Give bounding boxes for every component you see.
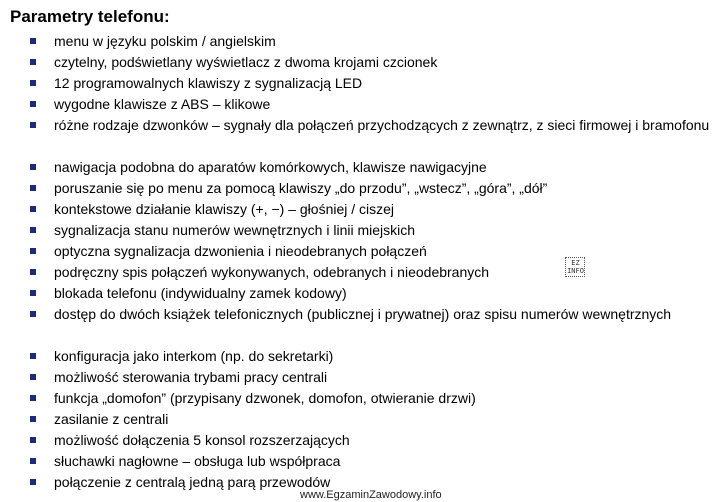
list-item-text: słuchawki nagłowne – obsługa lub współpraca bbox=[54, 453, 341, 469]
square-bullet-icon bbox=[30, 248, 36, 254]
square-bullet-icon bbox=[30, 395, 36, 401]
list-item bbox=[30, 304, 716, 346]
page-title: Parametry telefonu: bbox=[10, 7, 170, 26]
list-item-text: czytelny, podświetlany wyświetlacz z dwoma krojami czcionek bbox=[54, 54, 438, 70]
square-bullet-icon bbox=[30, 458, 36, 464]
square-bullet-icon bbox=[30, 185, 36, 191]
square-bullet-icon bbox=[30, 479, 36, 485]
list-item-text: 12 programowalnych klawiszy z sygnalizacją LED bbox=[54, 75, 363, 91]
list-item-text: połączenie z centralą jedną parą przewodów bbox=[54, 474, 331, 490]
logo-text-bottom: INFO bbox=[567, 267, 584, 275]
square-bullet-icon bbox=[30, 227, 36, 233]
list-item-text: podręczny spis połączeń wykonywanych, odebranych i nieodebranych bbox=[54, 264, 490, 280]
list-item-text: poruszanie się po menu za pomocą klawiszy „do przodu”, „wstecz”, „góra”, „dół” bbox=[54, 180, 548, 196]
list-item-text: sygnalizacja stanu numerów wewnętrznych i linii miejskich bbox=[54, 222, 416, 238]
list-item-text: optyczna sygnalizacja dzwonienia i nieodebranych połączeń bbox=[54, 243, 427, 259]
list-item-text: możliwość dołączenia 5 konsol rozszerzających bbox=[54, 432, 350, 448]
square-bullet-icon bbox=[30, 311, 36, 317]
square-bullet-icon bbox=[30, 164, 36, 170]
ez-info-logo bbox=[565, 257, 585, 277]
list-item-text: wygodne klawisze z ABS – klikowe bbox=[54, 96, 271, 112]
square-bullet-icon bbox=[30, 206, 36, 212]
square-bullet-icon bbox=[30, 38, 36, 44]
site-watermark: www.EgzaminZawodowy.info bbox=[300, 489, 442, 501]
list-item-text: zasilanie z centrali bbox=[54, 411, 169, 427]
list-item-text: menu w języku polskim / angielskim bbox=[54, 33, 276, 49]
list-item-text: funkcja „domofon” (przypisany dzwonek, domofon, otwieranie drzwi) bbox=[54, 390, 476, 406]
list-item-text: możliwość sterowania trybami pracy centrali bbox=[54, 369, 328, 385]
list-item-text: blokada telefonu (indywidualny zamek kodowy) bbox=[54, 285, 347, 301]
list-item-text: dostęp do dwóch książek telefonicznych (publicznej i prywatnej) oraz spisu numerów wewnętrznych bbox=[54, 306, 672, 322]
square-bullet-icon bbox=[30, 80, 36, 86]
list-item-text: konfiguracja jako interkom (np. do sekretarki) bbox=[54, 348, 334, 364]
square-bullet-icon bbox=[30, 101, 36, 107]
square-bullet-icon bbox=[30, 437, 36, 443]
logo-text-top: EZ bbox=[571, 259, 580, 267]
square-bullet-icon bbox=[30, 59, 36, 65]
square-bullet-icon bbox=[30, 353, 36, 359]
square-bullet-icon bbox=[30, 374, 36, 380]
list-item-text: różne rodzaje dzwonków – sygnały dla połączeń przychodzących z zewnątrz, z sieci firmowej i bramofonu bbox=[54, 117, 710, 133]
square-bullet-icon bbox=[30, 269, 36, 275]
square-bullet-icon bbox=[30, 122, 36, 128]
square-bullet-icon bbox=[30, 290, 36, 296]
list-item bbox=[30, 115, 716, 157]
list-item-text: kontekstowe działanie klawiszy (+, −) – głośniej / ciszej bbox=[54, 201, 395, 217]
list-item-text: nawigacja podobna do aparatów komórkowych, klawisze nawigacyjne bbox=[54, 159, 487, 175]
square-bullet-icon bbox=[30, 416, 36, 422]
